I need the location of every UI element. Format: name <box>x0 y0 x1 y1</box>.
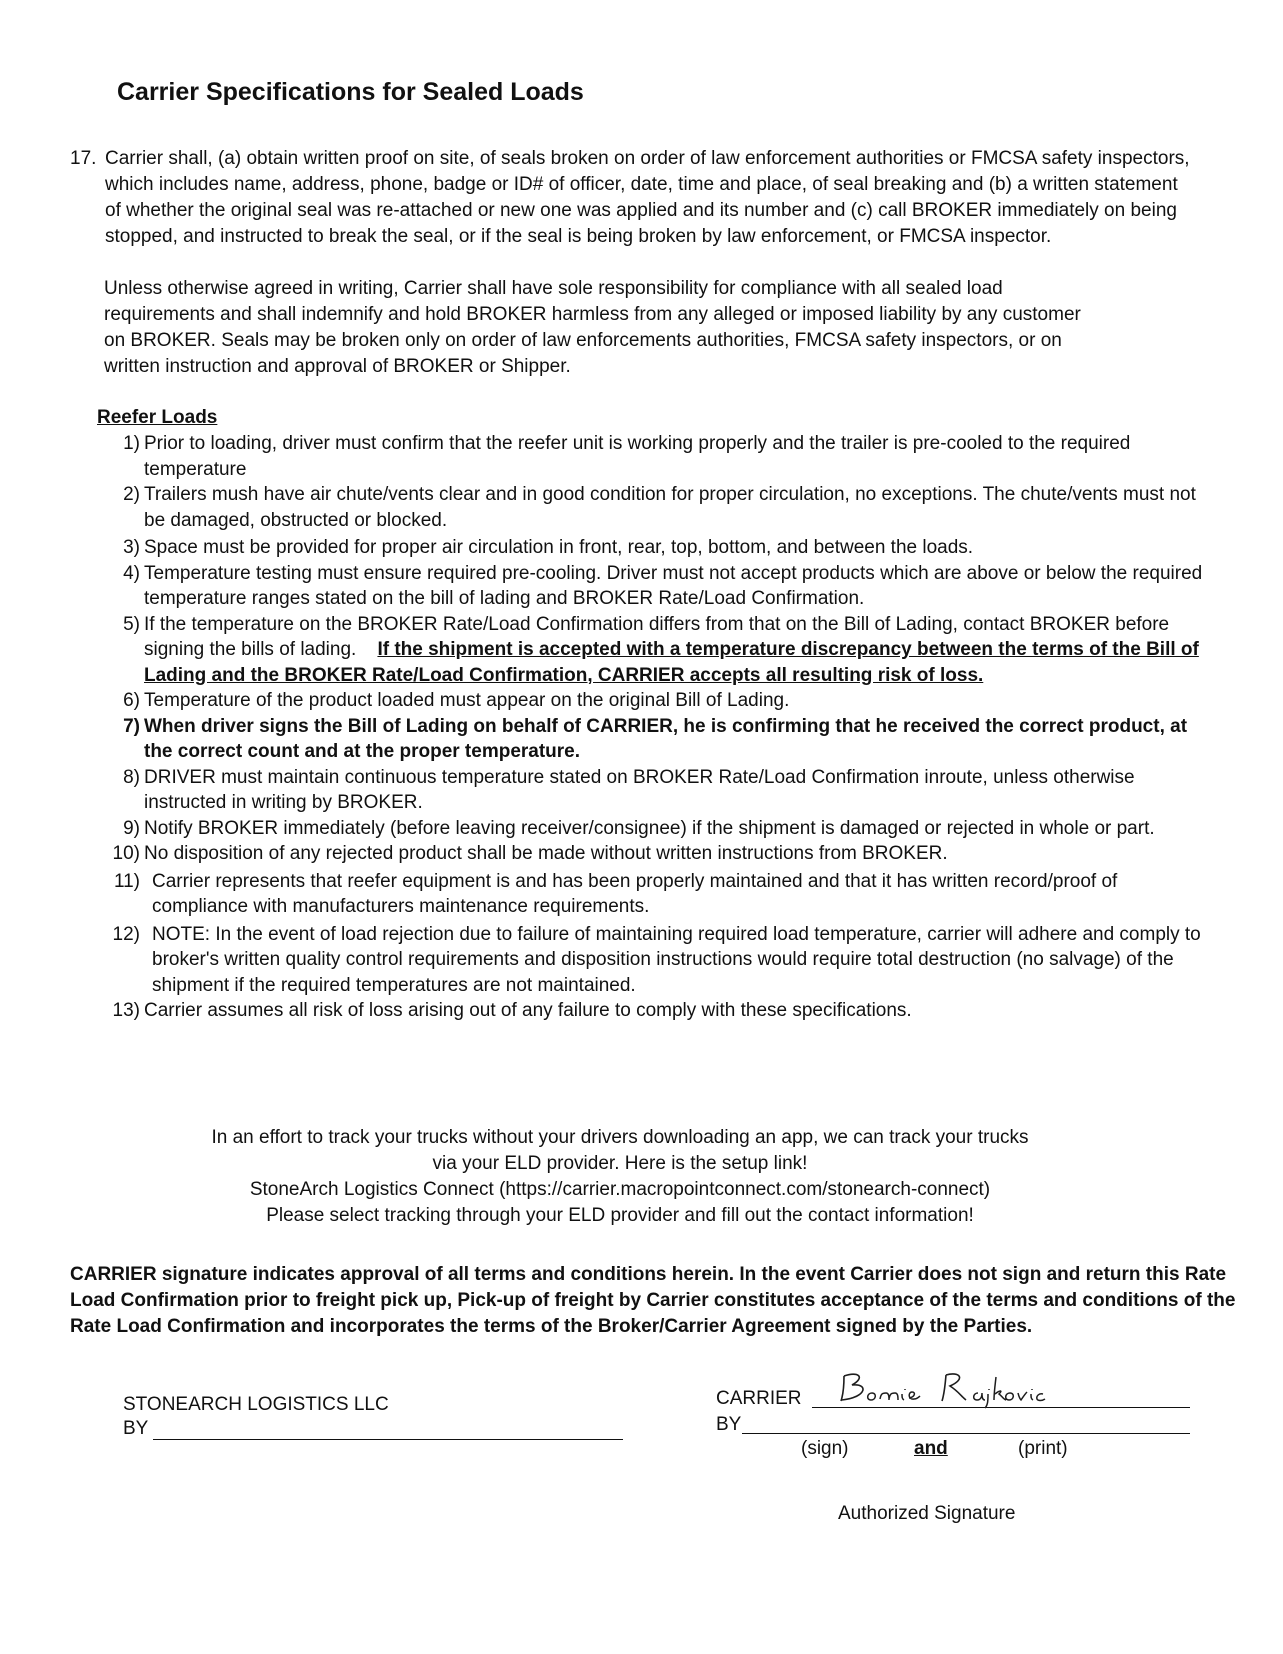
reefer-item-text: NOTE: In the event of load rejection due to failure of maintaining required load temperature, carrier will adhere and comply to broker's written quality control requirements and disposition instructions would require total destruction (no salvage) of the shipment if the required temperatures are not maintained. <box>152 923 1201 996</box>
sign-caption: (sign) <box>801 1438 849 1459</box>
section-17-unless-paragraph: Unless otherwise agreed in writing, Carrier shall have sole responsibility for compliance with all sealed load requirements and shall indemnify and hold BROKER harmless from any alleged or imposed liability by any customer on BROKER. Seals may be broken only on order of law enforcements authorities, FMCSA safety inspectors, or on written instruction and approval of BROKER or Shipper. <box>104 278 1081 377</box>
reefer-item-number: 7) <box>123 715 140 737</box>
reefer-item-number: 13) <box>112 1000 140 1021</box>
tracking-line: via your ELD provider. Here is the setup link! <box>432 1153 808 1174</box>
reefer-item-number: 2) <box>123 484 140 505</box>
reefer-item-number: 8) <box>123 766 140 788</box>
section-17 <box>70 146 1190 250</box>
carrier-handwritten-signature <box>838 1367 1088 1414</box>
signature-graphic <box>838 1367 1088 1409</box>
reefer-item-text: Space must be provided for proper air circulation in front, rear, top, bottom, and between the loads. <box>144 537 974 558</box>
reefer-item-7 <box>100 714 1210 765</box>
reefer-item-text: Carrier represents that reefer equipment is and has been properly maintained and that it has written record/proof of compliance with manufacturers maintenance requirements. <box>152 870 1118 917</box>
print-caption: (print) <box>1018 1438 1068 1459</box>
page-title: Carrier Specifications for Sealed Loads <box>117 78 584 106</box>
reefer-item-number: 3) <box>123 537 140 558</box>
reefer-list <box>100 431 1210 1024</box>
tracking-link[interactable]: StoneArch Logistics Connect (https://carrier.macropointconnect.com/stonearch-connect) <box>249 1179 991 1200</box>
reefer-item-text: DRIVER must maintain continuous temperature stated on BROKER Rate/Load Confirmation inroute, unless otherwise instructed in writing by BROKER. <box>144 766 1135 813</box>
section-17-number: 17. <box>70 148 97 169</box>
section-17-text: Carrier shall, (a) obtain written proof on site, of seals broken on order of law enforcement authorities or FMCSA safety inspectors, which includes name, address, phone, badge or ID# of officer, date, time and place, of seal breaking and (b) a written statement of whether the original seal was re-attached or new one was applied and its number and (c) call BROKER immediately on being stopped, and instructed to break the seal, or if the seal is being broken by law enforcement, or FMCSA inspector. <box>105 148 1190 247</box>
carrier-signature-notice: CARRIER signature indicates approval of all terms and conditions herein. In the event Carrier does not sign and return this Rate Load Confirmation prior to freight pick up, Pick-up of freight by Carrier constitutes acceptance of the terms and conditions of the Rate Load Confirmation and incorporates the terms of the Broker/Carrier Agreement signed by the Parties. <box>70 1264 1236 1337</box>
reefer-item-number: 10) <box>112 843 140 864</box>
reefer-item-9 <box>100 816 1210 842</box>
reefer-item-3 <box>100 535 1210 561</box>
reefer-item-text: Carrier assumes all risk of loss arising out of any failure to comply with these specifications. <box>144 1000 912 1021</box>
reefer-item-5-emphasis: If the shipment is accepted with a temperature discrepancy between the terms of the Bill of Lading and the BROKER Rate/Load Confirmation, CARRIER accepts all resulting risk of loss. <box>144 639 1199 686</box>
reefer-item-number: 5) <box>123 613 140 635</box>
reefer-item-number: 9) <box>123 817 140 839</box>
reefer-item-4 <box>100 561 1210 612</box>
broker-by-label: BY <box>123 1418 149 1439</box>
reefer-item-2 <box>100 482 1210 533</box>
reefer-item-number: 1) <box>123 433 140 454</box>
carrier-label: CARRIER <box>716 1388 802 1409</box>
reefer-item-number: 6) <box>123 690 140 711</box>
reefer-item-text: No disposition of any rejected product shall be made without written instructions from BROKER. <box>144 843 948 864</box>
reefer-item-1 <box>100 431 1210 482</box>
reefer-item-text: When driver signs the Bill of Lading on behalf of CARRIER, he is confirming that he received the correct product, at the correct count and at the proper temperature. <box>144 715 1188 762</box>
authorized-signature-caption: Authorized Signature <box>838 1503 1016 1524</box>
broker-company-name: STONEARCH LOGISTICS LLC <box>123 1394 389 1415</box>
carrier-signature-line[interactable] <box>742 1433 1190 1434</box>
reefer-item-6 <box>100 688 1210 714</box>
tracking-notice <box>180 1125 1060 1229</box>
and-caption: and <box>914 1438 948 1459</box>
reefer-item-number: 11) <box>113 870 140 892</box>
reefer-item-10 <box>100 841 1210 867</box>
reefer-item-text: Trailers mush have air chute/vents clear and in good condition for proper circulation, no exceptions. The chute/vents must not be damaged, obstructed or blocked. <box>144 484 1196 531</box>
reefer-item-number: 12) <box>112 923 140 945</box>
tracking-line: In an effort to track your trucks without your drivers downloading an app, we can track your trucks <box>211 1127 1029 1148</box>
reefer-item-number: 4) <box>123 562 140 584</box>
reefer-item-text: Temperature of the product loaded must appear on the original Bill of Lading. <box>144 690 790 711</box>
reefer-loads-heading: Reefer Loads <box>97 407 218 428</box>
reefer-item-text: Temperature testing must ensure required pre-cooling. Driver must not accept products which are above or below the required temperature ranges stated on the bill of lading and BROKER Rate/Load Confirmation. <box>144 562 1203 609</box>
reefer-item-13 <box>100 998 1210 1024</box>
reefer-item-text: Notify BROKER immediately (before leaving receiver/consignee) if the shipment is damaged or rejected in whole or part. <box>144 817 1155 839</box>
reefer-item-5 <box>100 612 1210 689</box>
tracking-line: Please select tracking through your ELD provider and fill out the contact information! <box>266 1205 974 1226</box>
reefer-item-text: If the temperature on the BROKER Rate/Load Confirmation differs from that on the Bill of Lading, contact BROKER before signing the bills of lading. <box>144 613 1170 660</box>
reefer-item-12 <box>100 922 1210 999</box>
broker-signature-line <box>153 1421 623 1440</box>
reefer-item-11 <box>100 869 1210 920</box>
broker-signature-field[interactable] <box>123 1418 623 1440</box>
carrier-by-label: BY <box>716 1414 742 1435</box>
reefer-item-text: Prior to loading, driver must confirm that the reefer unit is working properly and the trailer is pre-cooled to the required temperature <box>144 433 1131 480</box>
reefer-item-8 <box>100 765 1210 816</box>
